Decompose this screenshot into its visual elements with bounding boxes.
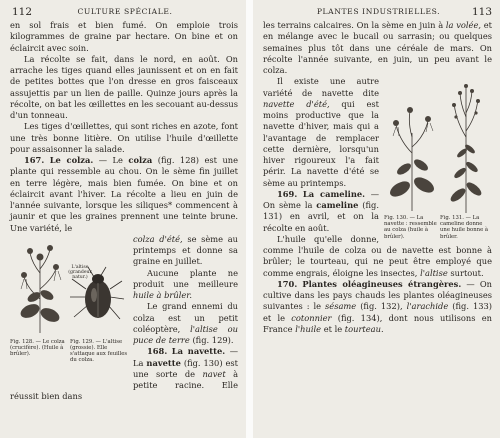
page-gutter <box>246 0 253 438</box>
navette-plant-illustration <box>386 103 438 211</box>
section-number: 167. <box>24 155 45 165</box>
paragraph: Le grand ennemi du colza est un petit coléoptère, l'altise ou puce de terre (fig. 129). <box>133 301 238 345</box>
left-page <box>0 0 246 438</box>
colza-plant-illustration <box>16 239 64 333</box>
cameline-plant-illustration <box>440 77 492 213</box>
right-page <box>253 0 500 438</box>
altise-natural-size-label: L'altise (grandeur natur.) <box>68 264 92 280</box>
section-number: 170. <box>277 278 298 289</box>
section-number: 168. <box>147 346 168 357</box>
figure-group-128-129 <box>10 235 128 385</box>
figure-group-130-131 <box>384 77 492 239</box>
section-169: 169. La cameline. — On sème la cameline (fig. 131) en avril, et on la récolte en août. <box>263 188 380 233</box>
section-title: La cameline. <box>302 188 366 199</box>
right-page-header <box>265 6 492 20</box>
page-number: 112 <box>12 6 33 18</box>
section-168: 168. La navette. — La navette (fig. 130) est une sorte de navet à petite racine. Elle réussit bien dans <box>10 346 239 402</box>
section-167-continued: colza d'été, se sème au printemps et donne sa graine en juillet. <box>133 233 239 267</box>
paragraph: en sol frais et bien fumé. On emploie trois kilogrammes de graine par hectare. On bine et on éclaircit avec soin. <box>10 20 238 53</box>
figure-131-caption: Fig. 131. — La cameline donne une huile bonne à brûler. <box>440 215 489 240</box>
paragraph: La récolte se fait, dans le nord, en août. On arrache les tiges quand elles jaunissent et on en fait de petites bottes que l'on dresse en gros faisceaux assujettis par un lien de paille. Quinze jours après la récolte, on bat les œillettes en les secouant au-dessus d'un tonneau. <box>10 53 238 120</box>
paragraph: Il existe une autre variété de navette dite navette d'été, qui est moins productive que la navette d'hiver, mais qui a l'avantage de remplacer cette dernière, lorsqu'un hiver rigoureux l'a fait périr. La navette d'été se sème au printemps. <box>263 76 379 188</box>
paragraph: L'huile qu'elle donne, comme l'huile de colza ou de navette est bonne à brûler; le tourteau, qui ne peut être employé que comme engrais, éloigne les insectes, l'altise surtout. <box>263 233 492 278</box>
altise-beetle-illustration <box>64 265 126 325</box>
running-title: CULTURE SPÉCIALE. <box>77 7 173 16</box>
figure-128-caption: Fig. 128. — Le colza (crucifère). (Huile à brûler). <box>10 338 65 357</box>
running-title: PLANTES INDUSTRIELLES. <box>316 7 441 16</box>
paragraph: Aucune plante ne produit une meilleure huile à brûler. <box>133 267 238 300</box>
figure-129-caption: Fig. 129. — L'altise (grossie). Elle s'attaque aux feuilles du colza. <box>70 338 128 364</box>
section-number: 169. <box>277 188 298 199</box>
section-170: 170. Plantes oléagineuses étrangères. — On cultive dans les pays chauds les plantes oléagineuses suivantes : le sésame (fig. 132), l'arachide (fig. 133) et le cotonnier (fig. 134), dont nous utilisons en France l'huile et le tourteau. <box>263 278 493 334</box>
page-number: 113 <box>471 6 492 18</box>
section-167: 167. Le colza. — Le colza (fig. 128) est une plante qui ressemble au chou. On le sème fin juillet en terre légère, mais bien fumée. On bine et on éclaircit avant l'hiver. La récolte a lieu en juin de l'année suivante, lorsque les siliques* commencent à jaunir et que les graines prennent une teinte brune. Une variété, le <box>10 155 239 233</box>
section-title: La navette. <box>171 346 226 357</box>
paragraph: les terrains calcaires. On la sème en juin à la volée, et en mélange avec le bucail ou sarrasin; ou quelques semaines plus tôt dans une céréale de mars. On récolte l'année suivante, en juin, un peu avant le colza. <box>263 20 492 75</box>
left-page-text <box>10 20 238 403</box>
section-title: Le colza. <box>49 155 94 165</box>
section-title: Plantes oléagineuses étrangères. <box>302 278 462 289</box>
left-page-header <box>12 6 238 20</box>
right-page-text <box>263 20 492 335</box>
paragraph: Les tiges d'œillettes, qui sont riches en azote, font une très bonne litière. On utilise l'huile d'œillette pour assaisonner la salade. <box>10 121 238 154</box>
figure-130-caption: Fig. 130. — La navette : ressemble au colza (huile à brûler). <box>384 215 437 240</box>
